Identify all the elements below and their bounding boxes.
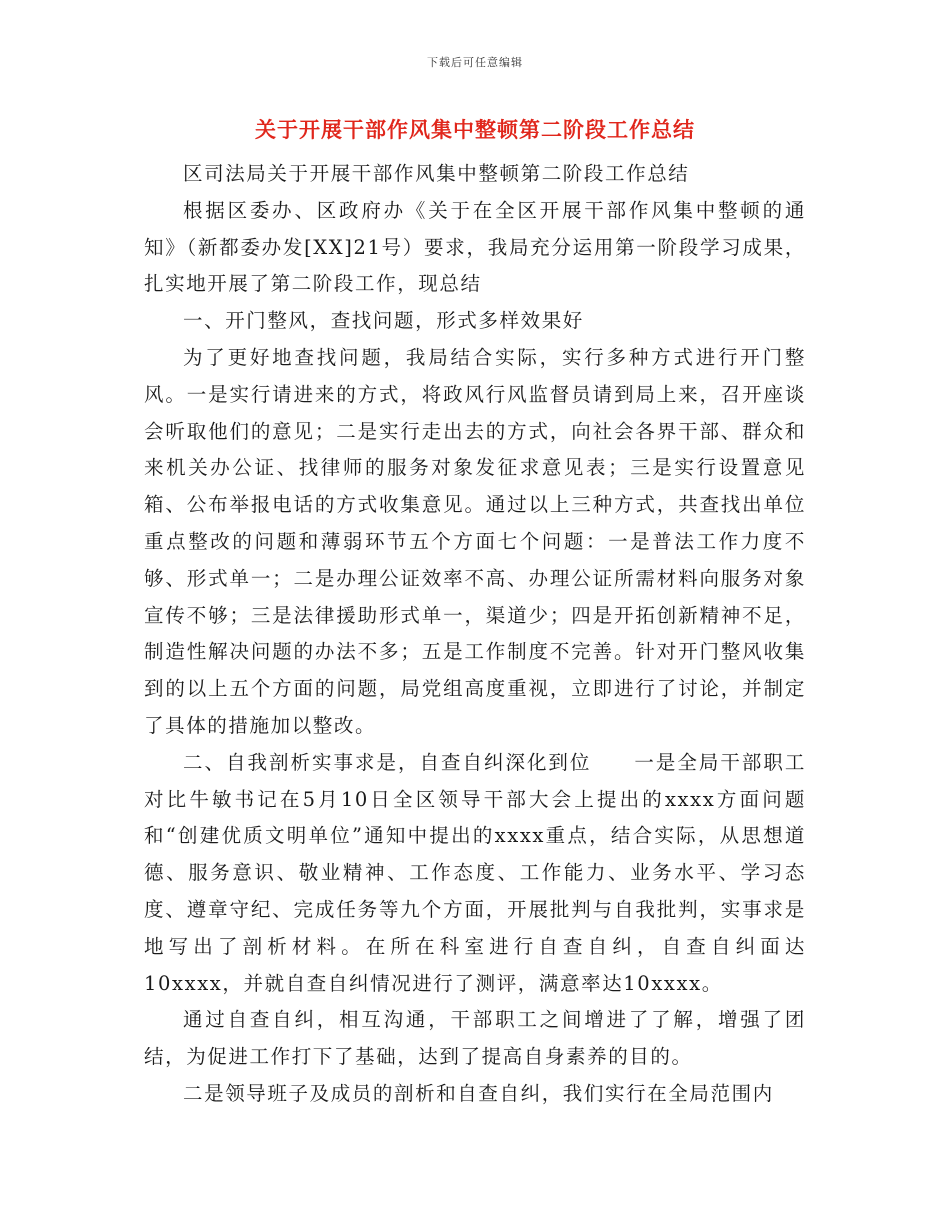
section-heading: 一、开门整风，查找问题，形式多样效果好 bbox=[183, 309, 584, 333]
body-paragraph: 为了更好地查找问题，我局结合实际，实行多种方式进行开门整风。一是实行请进来的方式，将政风行风监督员请到局上来，召开座谈会听取他们的意见；二是实行走出去的方式，向社会各界干部、群众和来机关办公证、找律师的服务对象发征求意见表；三是实行设置意见箱、公布举报电话的方式收集意见。通过以上三种方式，共查找出单位重点整改的问题和薄弱环节五个方面七个问题：一是普法工作力度不够、形式单一；二是办理公证效率不高、办理公证所需材料向服务对象宣传不够；三是法律援助形式单一，渠道少；四是开拓创新精神不足，制造性解决问题的办法不多；五是工作制度不完善。针对开门整风收集到的以上五个方面的问题，局党组高度重视，立即进行了讨论，并制定了具体的措施加以整改。 bbox=[144, 345, 806, 737]
subtitle-paragraph: 区司法局关于开展干部作风集中整顿第二阶段工作总结 bbox=[183, 162, 690, 185]
section-heading: 二、自我剖析实事求是，自查自纠深化到位 一是全局干部职工对比牛敏书记在5月10日全区领导干部大会上提出的xxxx方面问题和“创建优质文明单位”通知中提出的xxxx重点，结合实际，从思想道德、服务意识、敬业精神、工作态度、工作能力、业务水平、学习态度、遵章守纪、完成任务等九个方面，开展批判与自我批判，实事求是地写出了剖析材料。在所在科室进行自查自纠，自查自纠面达10xxxx，并就自查自纠情况进行了测评，满意率达10xxxx。 bbox=[144, 750, 806, 995]
body-paragraph: 通过自查自纠，相互沟通，干部职工之间增进了了解，增强了团结，为促进工作打下了基础，达到了提高自身素养的目的。 bbox=[144, 1008, 806, 1069]
document-title: 关于开展干部作风集中整顿第二阶段工作总结 bbox=[255, 117, 695, 142]
body-paragraph: 二是领导班子及成员的剖析和自查自纠，我们实行在全局范围内 bbox=[183, 1081, 774, 1105]
body-paragraph: 根据区委办、区政府办《关于在全区开展干部作风集中整顿的通知》（新都委办发[XX]21号）要求，我局充分运用第一阶段学习成果，扎实地开展了第二阶段工作，现总结 bbox=[144, 198, 806, 296]
header-note: 下载后可任意编辑 bbox=[427, 56, 523, 69]
document-body bbox=[144, 156, 806, 1113]
